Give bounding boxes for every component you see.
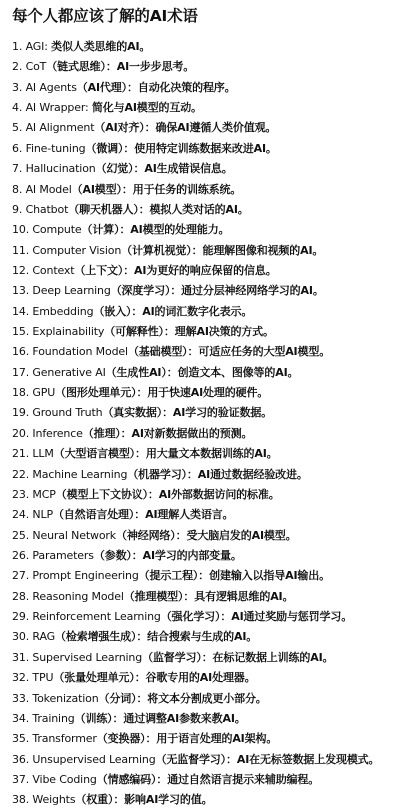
item-description: ：谷歌专用的AI处理器。	[134, 671, 256, 685]
term-list	[12, 37, 396, 811]
item-term-chinese: （微调）	[85, 141, 124, 155]
item-number: 37.	[12, 772, 30, 786]
item-term-chinese: （深度学习）	[110, 284, 171, 298]
item-term: Deep Learning	[32, 284, 111, 298]
item-number: 1.	[12, 40, 23, 53]
item-number: 14.	[12, 304, 30, 318]
list-item	[12, 465, 396, 485]
item-description: ：通过自然语言提示来辅助编程。	[156, 772, 320, 786]
list-item	[12, 383, 396, 403]
list-item	[12, 627, 396, 647]
item-number: 5.	[12, 121, 23, 135]
item-term-chinese: （模型上下文协议）	[55, 487, 148, 501]
item-term: Fine-tuning	[25, 141, 86, 155]
list-item	[12, 281, 396, 301]
item-number: 15.	[12, 325, 30, 339]
item-number: 35.	[12, 732, 30, 746]
item-description: ：AI模型的处理能力。	[119, 223, 230, 237]
item-description: ：AI外部数据访问的标准。	[147, 487, 280, 501]
item-description: ：用于任务的训练系统。	[121, 182, 242, 196]
item-description: ：用大量文本数据训练的AI。	[135, 447, 278, 461]
item-number: 38.	[12, 793, 30, 807]
item-description: ：AI在无标签数据上发现模式。	[226, 752, 380, 766]
item-term-chinese: （AI代理）	[76, 80, 127, 94]
item-number: 36.	[12, 752, 30, 766]
item-description: 类似人类思维的AI。	[51, 40, 151, 53]
item-description: ：AI一步步思考。	[105, 60, 195, 74]
list-item	[12, 403, 396, 423]
list-item	[12, 302, 396, 322]
item-term-chinese: （基础模型）	[127, 345, 188, 359]
list-item	[12, 159, 396, 179]
list-item	[12, 485, 396, 505]
list-item	[12, 37, 396, 57]
item-description: ：可适应任务的大型AI模型。	[187, 345, 331, 359]
list-item	[12, 790, 396, 810]
item-number: 25.	[12, 528, 30, 542]
item-description: ：模拟人类对话的AI。	[138, 202, 249, 216]
item-term-chinese: （计算机视觉）	[121, 243, 192, 257]
item-description: ：AI为更好的响应保留的信息。	[123, 263, 277, 277]
list-item	[12, 526, 396, 546]
item-term-chinese: （AI对齐）	[94, 121, 145, 135]
item-term: Prompt Engineering	[32, 569, 139, 583]
item-term: AI Alignment	[25, 121, 95, 135]
item-number: 8.	[12, 182, 23, 196]
item-number: 19.	[12, 406, 30, 420]
item-description: ：能理解图像和视频的AI。	[191, 243, 324, 257]
item-description: ：AI学习的内部变量。	[131, 548, 242, 562]
item-description: ：通过分层神经网络学习的AI。	[170, 284, 324, 298]
item-term-chinese: （计算）	[81, 223, 120, 237]
item-number: 26.	[12, 548, 30, 562]
item-number: 28.	[12, 589, 30, 603]
item-term-chinese: （权重）	[75, 793, 114, 807]
list-item	[12, 709, 396, 729]
item-term-chinese: （检索增强生成）	[55, 630, 137, 644]
list-item	[12, 505, 396, 525]
item-description: ：AI生成错误信息。	[133, 162, 233, 176]
item-number: 7.	[12, 162, 23, 176]
item-number: 11.	[12, 243, 30, 257]
item-term-chinese: （神经网络）	[116, 528, 176, 542]
item-term: Unsupervised Learning	[32, 752, 156, 766]
item-description: ：结合搜索与生成的AI。	[136, 630, 258, 644]
list-item	[12, 180, 396, 200]
item-term-chinese: （参数）	[93, 548, 132, 562]
list-item	[12, 118, 396, 138]
item-term-chinese: （嵌入）	[93, 304, 132, 318]
item-number: 18.	[12, 386, 30, 400]
item-term: Neural Network	[32, 528, 117, 542]
item-term: AGI:	[25, 40, 48, 53]
item-term-chinese: （监督学习）	[142, 650, 202, 664]
item-number: 21.	[12, 447, 30, 461]
item-term-chinese: （无监督学习）	[155, 752, 227, 766]
item-description: ：理解AI决策的方式。	[163, 325, 274, 339]
item-description: ：AI通过数据经验改进。	[186, 467, 308, 481]
item-number: 22.	[12, 467, 30, 481]
item-description: 简化与AI模型的互动。	[91, 101, 202, 115]
item-term-chinese: （自然语言处理）	[52, 508, 135, 522]
item-description: ：AI学习的验证数据。	[162, 406, 273, 420]
item-term: LLM	[32, 447, 54, 461]
item-term: MCP	[32, 487, 56, 501]
item-term: Reasoning Model	[32, 589, 124, 603]
item-term: Computer Vision	[32, 243, 122, 257]
item-term-chinese: （上下文）	[74, 263, 124, 277]
list-item	[12, 139, 396, 159]
list-item	[12, 566, 396, 586]
item-number: 32.	[12, 671, 30, 685]
list-item	[12, 444, 396, 464]
item-term: Explainability	[32, 325, 105, 339]
item-term: AI Agents	[25, 80, 77, 94]
item-term-chinese: （情感编码）	[96, 772, 157, 786]
item-description: ：用于快速AI处理的硬件。	[136, 386, 269, 400]
list-item	[12, 220, 396, 240]
list-item	[12, 363, 396, 383]
item-number: 29.	[12, 610, 30, 624]
item-term-chinese: （链式思维）	[46, 60, 106, 74]
item-term: Context	[32, 263, 75, 277]
list-item	[12, 648, 396, 668]
item-term-chinese: （幻觉）	[95, 162, 134, 176]
item-number: 4.	[12, 101, 23, 115]
item-description: ：在标记数据上训练的AI。	[201, 650, 334, 664]
item-term: Inference	[32, 426, 83, 440]
item-term: RAG	[32, 630, 56, 644]
item-number: 27.	[12, 569, 30, 583]
item-description: ：创建输入以指导AI输出。	[198, 569, 330, 583]
item-number: 9.	[12, 202, 23, 216]
item-description: ：具有逻辑思维的AI。	[183, 589, 294, 603]
item-term: AI Wrapper:	[25, 101, 89, 115]
item-number: 12.	[12, 263, 30, 277]
item-term: NLP	[32, 508, 53, 522]
list-item	[12, 750, 396, 770]
item-term: TPU	[32, 671, 54, 685]
item-description: ：创造文本、图像等的AI。	[166, 365, 299, 379]
item-number: 16.	[12, 345, 30, 359]
item-term: Hallucination	[25, 162, 96, 176]
list-item	[12, 200, 396, 220]
item-term: AI Model	[25, 182, 72, 196]
item-description: ：确保AI遵循人类价值观。	[144, 121, 277, 135]
item-term-chinese: （分词）	[98, 691, 137, 705]
item-number: 33.	[12, 691, 30, 705]
item-term: Reinforcement Learning	[32, 610, 161, 624]
item-term-chinese: （大型语言模型）	[53, 447, 136, 461]
item-term: Chatbot	[25, 202, 69, 216]
item-description: ：AI理解人类语言。	[134, 508, 234, 522]
item-number: 20.	[12, 426, 30, 440]
item-term: Tokenization	[32, 691, 99, 705]
item-term: Compute	[32, 223, 82, 237]
item-description: ：使用特定训练数据来改进AI。	[123, 141, 277, 155]
item-description: ：通过调整AI参数来教AI。	[112, 711, 246, 725]
list-item	[12, 57, 396, 77]
list-item	[12, 78, 396, 98]
item-term-chinese: （推理）	[82, 426, 121, 440]
item-term: Ground Truth	[32, 406, 103, 420]
item-term: Training	[32, 711, 75, 725]
item-term: Vibe Coding	[32, 772, 97, 786]
item-term: Embedding	[32, 304, 94, 318]
item-number: 6.	[12, 141, 23, 155]
list-item	[12, 546, 396, 566]
item-term-chinese: （生成性AI）	[105, 365, 167, 379]
item-term: Foundation Model	[32, 345, 128, 359]
item-term: CoT	[25, 60, 47, 74]
item-description: ：AI对新数据做出的预测。	[120, 426, 253, 440]
list-item	[12, 729, 396, 749]
item-term-chinese: （提示工程）	[138, 569, 199, 583]
item-number: 23.	[12, 487, 30, 501]
list-item	[12, 587, 396, 607]
item-term-chinese: （真实数据）	[102, 406, 163, 420]
list-item	[12, 770, 396, 790]
item-term: Transformer	[32, 732, 97, 746]
item-term: Generative AI	[32, 365, 106, 379]
document-title: 每个人都应该了解的AI术语	[12, 7, 198, 25]
item-term-chinese: （AI模型）	[71, 182, 122, 196]
item-number: 17.	[12, 365, 30, 379]
item-term-chinese: （图形处理单元）	[55, 386, 137, 400]
list-item	[12, 98, 396, 118]
item-term: Parameters	[32, 548, 94, 562]
item-number: 13.	[12, 284, 30, 298]
item-term: Supervised Learning	[32, 650, 143, 664]
item-description: ：AI通过奖励与惩罚学习。	[220, 610, 353, 624]
list-item	[12, 424, 396, 444]
list-item	[12, 342, 396, 362]
item-term: Weights	[32, 793, 76, 807]
list-item	[12, 689, 396, 709]
item-term-chinese: （训练）	[74, 711, 113, 725]
item-description: ：影响AI学习的值。	[113, 793, 213, 807]
item-term-chinese: （强化学习）	[160, 610, 221, 624]
item-term-chinese: （可解释性）	[104, 325, 164, 339]
item-number: 31.	[12, 650, 30, 664]
item-number: 3.	[12, 80, 23, 94]
item-number: 2.	[12, 60, 23, 74]
item-term: Machine Learning	[32, 467, 128, 481]
item-term-chinese: （变换器）	[96, 732, 146, 746]
item-number: 34.	[12, 711, 30, 725]
item-number: 10.	[12, 223, 30, 237]
item-description: ：用于语言处理的AI架构。	[145, 732, 278, 746]
item-description: ：自动化决策的程序。	[127, 80, 236, 94]
item-number: 24.	[12, 508, 30, 522]
list-item	[12, 241, 396, 261]
item-description: ：受大脑启发的AI模型。	[175, 528, 297, 542]
item-term-chinese: （聊天机器人）	[68, 202, 139, 216]
item-term-chinese: （张量处理单元）	[53, 671, 135, 685]
list-item	[12, 607, 396, 627]
item-term-chinese: （机器学习）	[127, 467, 187, 481]
item-description: ：AI的词汇数字化表示。	[131, 304, 253, 318]
item-term: GPU	[32, 386, 56, 400]
item-term-chinese: （推理模型）	[123, 589, 184, 603]
list-item	[12, 322, 396, 342]
item-description: ：将文本分割成更小部分。	[136, 691, 267, 705]
item-number: 30.	[12, 630, 30, 644]
list-item	[12, 261, 396, 281]
list-item	[12, 668, 396, 688]
